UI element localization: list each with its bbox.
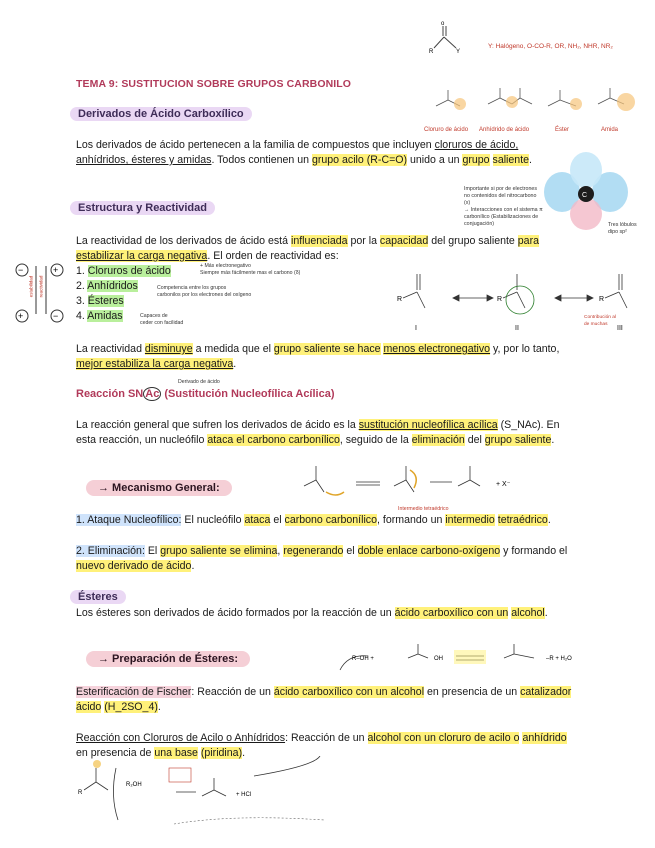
text: lo tanto, bbox=[521, 343, 560, 355]
text: : Reacción de un bbox=[285, 732, 365, 744]
snac-note: Derivado de ácido bbox=[178, 379, 220, 385]
text: formando el bbox=[511, 545, 568, 557]
snac-paragraph bbox=[76, 418, 576, 448]
res-label-3: III bbox=[617, 325, 623, 332]
text: La reactividad bbox=[76, 343, 142, 355]
text: regenerando bbox=[283, 545, 344, 557]
text: una base bbox=[154, 747, 198, 759]
preparation-pill: → Preparación de Ésteres: bbox=[86, 651, 250, 667]
text: carbono carbonílico bbox=[284, 514, 377, 526]
text: ataca el carbono carbonílico bbox=[207, 434, 340, 446]
text: en presencia de bbox=[76, 747, 152, 759]
text: cloruros de ácido, bbox=[434, 139, 519, 151]
text: mejor estabiliza la carga negativa bbox=[76, 358, 234, 370]
res-label-1: I bbox=[415, 325, 417, 332]
svg-text:+: + bbox=[53, 265, 59, 275]
top-right-note: Y: Halógeno, O-CO-R, OR, NH₂, NHR, NR₂ bbox=[488, 43, 613, 50]
svg-text:R: R bbox=[497, 296, 503, 303]
text: nuevo derivado de ácido bbox=[76, 560, 192, 572]
text: Anhídridos bbox=[87, 280, 138, 292]
text: 1. Ataque Nucleofílico: bbox=[76, 514, 182, 526]
note-4: Capaces de ceder con facilidad bbox=[140, 313, 184, 326]
text: . bbox=[544, 607, 548, 619]
text: ácido carboxílico con un alcohol bbox=[273, 686, 425, 698]
text: por la bbox=[350, 235, 377, 247]
svg-text:+ X⁻: + X⁻ bbox=[496, 481, 511, 488]
text: y bbox=[503, 545, 509, 557]
text: influenciada bbox=[290, 235, 348, 247]
text: Reacción con Cloruros de Acilo o Anhídridos bbox=[76, 732, 286, 744]
text: Amidas bbox=[87, 310, 123, 322]
svg-text:–R + H₂O: –R + H₂O bbox=[546, 656, 572, 662]
text: anhídridos, ésteres y amidas bbox=[76, 154, 212, 166]
text: disminuye bbox=[144, 343, 193, 355]
text: para bbox=[517, 235, 539, 247]
mechanism-sketch bbox=[296, 452, 526, 510]
text: Ac bbox=[145, 388, 160, 400]
label-ester: Éster bbox=[555, 127, 570, 133]
text: ataca bbox=[244, 514, 271, 526]
text: estabilizar la carga negativa bbox=[76, 250, 208, 262]
svg-text:+ HCl: + HCl bbox=[236, 792, 252, 798]
text: eliminación bbox=[411, 434, 465, 446]
text: La reactividad de los derivados de ácido está bbox=[76, 235, 289, 247]
text: grupo acilo (R-C=O) bbox=[311, 154, 408, 166]
text: (H_2SO_4) bbox=[104, 701, 158, 713]
svg-text:R: R bbox=[78, 790, 83, 796]
text: catalizador ácido bbox=[76, 686, 572, 713]
text: . bbox=[547, 514, 551, 526]
svg-text:R₂OH: R₂OH bbox=[126, 782, 142, 788]
text: La reacción general que sufren los derivados de ácido es la bbox=[76, 419, 356, 431]
text: alcohol con un cloruro de acilo o bbox=[367, 732, 520, 744]
text: grupo bbox=[462, 154, 490, 166]
text: Reacción SN bbox=[76, 388, 144, 400]
text: 2. bbox=[76, 280, 85, 292]
text: saliente bbox=[492, 154, 530, 166]
section-estructura-heading: Estructura y Reactividad bbox=[70, 201, 215, 215]
step1-paragraph bbox=[76, 513, 576, 528]
text: Los ésteres son derivados de ácido formados por la reacción de un bbox=[76, 607, 392, 619]
text: (piridina) bbox=[200, 747, 243, 759]
note-2: Competencia entre los grupos carbonilos por los electrones del oxígeno bbox=[157, 285, 252, 298]
text: 1. bbox=[76, 265, 85, 277]
text: . bbox=[157, 701, 161, 713]
text: El nucleófilo bbox=[184, 514, 242, 526]
text: 3. bbox=[76, 295, 85, 307]
svg-text:R–OH +: R–OH + bbox=[352, 656, 374, 662]
text: en presencia de un bbox=[427, 686, 518, 698]
text: . bbox=[233, 358, 237, 370]
side-label-estabilidad: estabilidad bbox=[28, 275, 34, 298]
text: unido a un bbox=[410, 154, 460, 166]
text: menos electronegativo bbox=[383, 343, 491, 355]
section-derivados-heading: Derivados de Ácido Carboxílico bbox=[70, 107, 252, 121]
svg-text:C: C bbox=[582, 192, 588, 199]
text: , bbox=[277, 545, 281, 557]
text: grupo saliente bbox=[484, 434, 552, 446]
text: . bbox=[242, 747, 246, 759]
text: a medida que el bbox=[195, 343, 271, 355]
mechanism-pill: → Mecanismo General: bbox=[86, 480, 232, 496]
res-label-2: II bbox=[515, 325, 519, 332]
fischer-paragraph bbox=[76, 685, 576, 715]
text: doble enlace carbono-oxígeno bbox=[357, 545, 501, 557]
svg-text:OH: OH bbox=[434, 656, 443, 662]
text: capacidad bbox=[379, 235, 429, 247]
label-anhidrido: Anhídrido de ácido bbox=[479, 127, 530, 133]
text: : Reacción de un bbox=[191, 686, 271, 698]
snac-heading bbox=[76, 388, 335, 400]
text: (Sustitución Nucleofílica Acílica) bbox=[164, 388, 335, 400]
text: intermedio bbox=[445, 514, 495, 526]
text: tetraédrico bbox=[497, 514, 548, 526]
text: 2. Eliminación: bbox=[76, 545, 145, 557]
derivados-paragraph bbox=[76, 138, 571, 168]
svg-text:R: R bbox=[599, 296, 605, 303]
text: 4. bbox=[76, 310, 85, 322]
text: , formando un bbox=[377, 514, 443, 526]
text: Ésteres bbox=[87, 295, 124, 307]
text: . El orden de reactividad es: bbox=[207, 250, 339, 262]
text: . bbox=[551, 434, 555, 446]
page-title: TEMA 9: SUSTITUCION SOBRE GRUPOS CARBONILO bbox=[76, 78, 352, 90]
text: del bbox=[467, 434, 482, 446]
svg-text:−: − bbox=[18, 265, 24, 275]
resonance-note: Contribución al de muchas bbox=[584, 315, 616, 327]
text: . bbox=[191, 560, 195, 572]
text: ácido carboxílico con un bbox=[394, 607, 509, 619]
label-cloruro: Cloruro de ácido bbox=[424, 127, 469, 133]
text: grupo saliente se hace bbox=[273, 343, 381, 355]
text: El bbox=[147, 545, 158, 557]
text: grupo saliente se elimina bbox=[160, 545, 278, 557]
text: Cloruros de ácido bbox=[87, 265, 171, 277]
derivatives-sketches bbox=[420, 72, 650, 134]
label-amida: Amida bbox=[601, 127, 619, 133]
side-label-reactividad: reactividad bbox=[38, 275, 44, 298]
step2-paragraph bbox=[76, 544, 576, 574]
fischer-sketch bbox=[338, 640, 638, 678]
note-1: + Más electronegativo Siempre más fácilmente mas el carbono (δ) bbox=[200, 263, 301, 276]
mechanism-note: Intermedio tetraédrico bbox=[398, 506, 449, 512]
list-item bbox=[76, 264, 171, 279]
text: . bbox=[529, 154, 532, 166]
text: el bbox=[346, 545, 355, 557]
text: Esterificación de Fischer bbox=[76, 686, 192, 698]
text: . Todos contienen un bbox=[211, 154, 310, 166]
acyl-reaction-sketch bbox=[74, 756, 364, 836]
text: del grupo saliente bbox=[431, 235, 515, 247]
svg-text:o: o bbox=[441, 21, 445, 27]
orbital-label: Tres lóbulos dipo sp² bbox=[608, 222, 637, 235]
orbital-diagram bbox=[540, 150, 632, 232]
text: alcohol bbox=[511, 607, 545, 619]
section-esteres-heading: Ésteres bbox=[70, 590, 126, 604]
orbital-note: Importante si por de electrones no contenidos del nitrocarbono (x) → Interacciones con el sistema π carbonílico (Estabilizaciones de conjugación) bbox=[464, 186, 543, 227]
text: anhídrido bbox=[522, 732, 567, 744]
text: Los derivados de ácido pertenecen a la familia de compuestos que incluyen bbox=[76, 139, 432, 151]
reactividad-paragraph bbox=[76, 342, 576, 372]
svg-text:+: + bbox=[18, 311, 24, 321]
text: y, por bbox=[493, 343, 519, 355]
svg-text:R: R bbox=[397, 296, 403, 303]
svg-text:R: R bbox=[429, 49, 434, 55]
text: sustitución nucleofílica acílica bbox=[358, 419, 498, 431]
svg-text:Y: Y bbox=[456, 49, 461, 55]
svg-text:−: − bbox=[53, 311, 59, 321]
text: , seguido de la bbox=[339, 434, 409, 446]
text: (S_NAc). En esta reacción, un nucleófilo bbox=[76, 419, 560, 446]
text: el bbox=[273, 514, 282, 526]
carbonyl-structure-sketch bbox=[425, 20, 465, 58]
esteres-paragraph bbox=[76, 606, 576, 621]
